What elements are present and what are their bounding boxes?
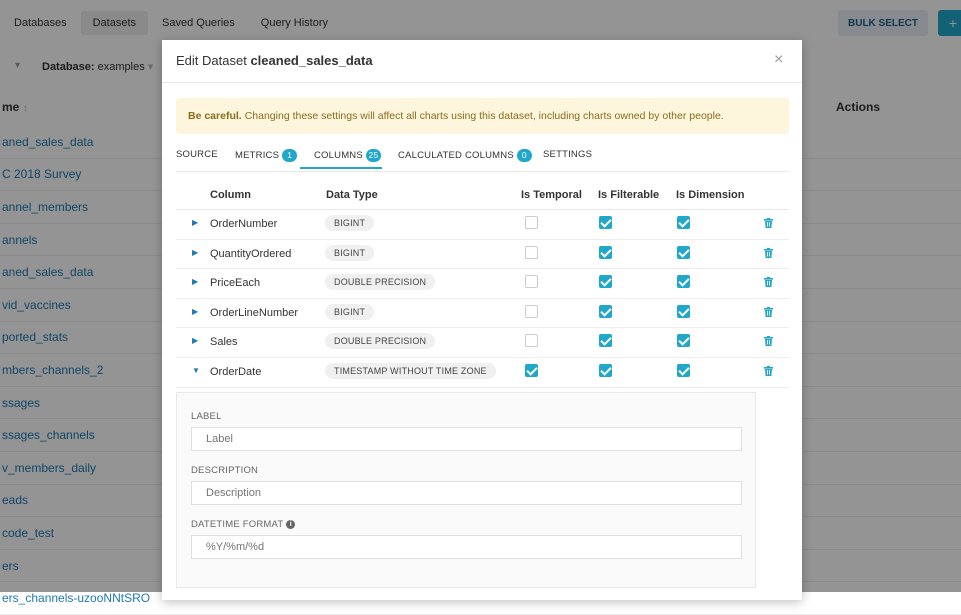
tab-settings[interactable] xyxy=(543,149,592,160)
list-item[interactable]: ssages xyxy=(0,387,961,420)
tab-query-history[interactable]: Query History xyxy=(260,17,329,29)
table-row xyxy=(176,299,789,329)
description-input[interactable] xyxy=(191,481,742,505)
column-name: Sales xyxy=(210,336,238,349)
modal-tabs xyxy=(176,146,776,172)
list-item[interactable]: ported_stats xyxy=(0,322,961,355)
add-dataset-button[interactable]: + xyxy=(938,10,961,36)
tab-saved-queries[interactable]: Saved Queries xyxy=(162,17,235,29)
tab-settings-label: SETTINGS xyxy=(543,149,593,160)
list-item[interactable]: aned_sales_data xyxy=(0,126,961,159)
list-item[interactable]: code_test xyxy=(0,517,961,550)
chevron-right-icon[interactable]: ▶ xyxy=(192,247,199,257)
is-temporal-checkbox[interactable] xyxy=(525,364,538,377)
datetime-format-field-title xyxy=(191,519,295,530)
data-type-tag: TIMESTAMP WITHOUT TIME ZONE xyxy=(325,363,496,379)
calculated-columns-count-badge: 0 xyxy=(517,149,532,162)
list-item[interactable]: vid_vaccines xyxy=(0,289,961,322)
modal-title xyxy=(176,53,373,68)
tab-columns-label: COLUMNS xyxy=(314,150,363,161)
list-item[interactable]: v_members_daily xyxy=(0,452,961,485)
is-filterable-checkbox[interactable] xyxy=(599,334,612,347)
list-item[interactable]: aned_sales_data xyxy=(0,256,961,289)
chevron-right-icon[interactable]: ▶ xyxy=(192,218,199,227)
description-field-title: DESCRIPTION xyxy=(191,465,259,476)
list-item[interactable]: C 2018 Survey xyxy=(0,159,961,192)
data-type-tag: BIGINT xyxy=(325,245,374,261)
is-dimension-checkbox[interactable] xyxy=(677,246,690,259)
column-header-name-label: me xyxy=(2,100,20,114)
column-detail-panel xyxy=(176,392,756,588)
sort-icon: ↕ xyxy=(22,103,28,114)
is-dimension-checkbox[interactable] xyxy=(677,334,690,347)
column-header-actions: Actions xyxy=(836,100,881,114)
column-name: PriceEach xyxy=(210,277,261,290)
header-data-type: Data Type xyxy=(326,189,378,201)
trash-icon[interactable] xyxy=(764,277,773,287)
column-name: QuantityOrdered xyxy=(210,247,292,260)
trash-icon[interactable] xyxy=(764,366,773,376)
bulk-select-button[interactable]: BULK SELECT xyxy=(838,10,928,36)
is-temporal-checkbox[interactable] xyxy=(525,216,538,229)
table-row xyxy=(176,240,789,270)
tab-metrics-label: METRICS xyxy=(235,150,280,161)
tabs-divider xyxy=(176,171,789,172)
header-is-filterable: Is Filterable xyxy=(598,189,660,201)
is-temporal-checkbox[interactable] xyxy=(525,334,538,347)
columns-table-body xyxy=(176,210,789,388)
metrics-count-badge: 1 xyxy=(282,149,297,162)
database-filter-label: Database: xyxy=(42,61,95,73)
is-filterable-checkbox[interactable] xyxy=(599,305,612,318)
list-item[interactable]: ers_channels-uzooNNtSRO xyxy=(0,582,961,615)
modal-title-dataset-name: cleaned_sales_data xyxy=(250,53,373,68)
header-is-dimension: Is Dimension xyxy=(676,189,745,201)
chevron-down-icon[interactable]: ▾ xyxy=(15,60,21,71)
label-input[interactable] xyxy=(191,427,742,451)
chevron-down-icon: ▾ xyxy=(147,61,154,73)
table-row xyxy=(176,358,789,388)
data-type-tag: DOUBLE PRECISION xyxy=(325,333,435,349)
info-icon[interactable]: i xyxy=(286,520,295,529)
is-temporal-checkbox[interactable] xyxy=(525,246,538,259)
modal-title-prefix: Edit Dataset xyxy=(176,53,247,68)
column-name: OrderNumber xyxy=(210,218,278,230)
trash-icon[interactable] xyxy=(764,248,773,258)
tab-source[interactable] xyxy=(176,149,218,160)
is-filterable-checkbox[interactable] xyxy=(599,364,612,377)
alert-text: Changing these settings will affect all charts using this dataset, including charts owned by other people. xyxy=(244,110,724,122)
datetime-format-input[interactable] xyxy=(191,535,742,559)
columns-table xyxy=(176,184,789,388)
list-item[interactable]: annels xyxy=(0,224,961,257)
tab-calculated-columns-label: CALCULATED COLUMNS xyxy=(398,150,514,161)
tab-columns[interactable] xyxy=(314,149,381,162)
data-type-tag: BIGINT xyxy=(325,215,374,231)
is-temporal-checkbox[interactable] xyxy=(525,275,538,288)
datetime-format-label: DATETIME FORMAT xyxy=(191,519,284,530)
data-type-tag: DOUBLE PRECISION xyxy=(325,274,435,290)
header-is-temporal: Is Temporal xyxy=(521,189,582,201)
is-filterable-checkbox[interactable] xyxy=(599,246,612,259)
is-dimension-checkbox[interactable] xyxy=(677,216,690,229)
database-filter-value: examples xyxy=(97,61,145,73)
column-name: OrderLineNumber xyxy=(210,306,299,319)
list-item[interactable]: annel_members xyxy=(0,191,961,224)
tab-calculated-columns[interactable] xyxy=(398,149,532,162)
chevron-right-icon[interactable]: ▶ xyxy=(192,306,199,316)
is-dimension-checkbox[interactable] xyxy=(677,275,690,288)
trash-icon[interactable] xyxy=(764,307,773,317)
list-item[interactable]: ssages_channels xyxy=(0,419,961,452)
header-column: Column xyxy=(210,189,251,201)
chevron-down-icon[interactable]: ▼ xyxy=(192,365,200,375)
trash-icon[interactable] xyxy=(764,336,773,346)
is-filterable-checkbox[interactable] xyxy=(599,275,612,288)
active-tab-indicator xyxy=(300,167,382,169)
list-item[interactable]: mbers_channels_2 xyxy=(0,354,961,387)
list-item[interactable]: ers xyxy=(0,550,961,583)
chevron-right-icon[interactable]: ▶ xyxy=(192,336,199,346)
is-dimension-checkbox[interactable] xyxy=(677,364,690,377)
chevron-right-icon[interactable]: ▶ xyxy=(192,277,199,287)
alert-bold-text: Be careful. xyxy=(188,110,242,122)
tab-datasets[interactable]: Datasets xyxy=(81,11,148,35)
is-temporal-checkbox[interactable] xyxy=(525,305,538,318)
modal-header xyxy=(162,40,802,83)
warning-alert xyxy=(176,98,789,134)
trash-icon[interactable] xyxy=(764,218,773,228)
data-type-tag: BIGINT xyxy=(325,304,374,320)
columns-count-badge: 25 xyxy=(366,149,381,162)
table-row xyxy=(176,269,789,299)
columns-table-header xyxy=(176,184,789,210)
tab-databases[interactable]: Databases xyxy=(14,17,67,29)
table-row xyxy=(176,328,789,358)
table-row xyxy=(176,210,789,240)
close-icon[interactable]: × xyxy=(774,51,784,68)
list-item[interactable]: eads xyxy=(0,485,961,518)
edit-dataset-modal xyxy=(162,40,802,600)
tab-metrics[interactable] xyxy=(235,149,297,162)
is-filterable-checkbox[interactable] xyxy=(599,216,612,229)
tab-source-label: SOURCE xyxy=(176,149,218,160)
is-dimension-checkbox[interactable] xyxy=(677,305,690,318)
column-name: OrderDate xyxy=(210,365,262,378)
label-field-title: LABEL xyxy=(191,411,222,422)
